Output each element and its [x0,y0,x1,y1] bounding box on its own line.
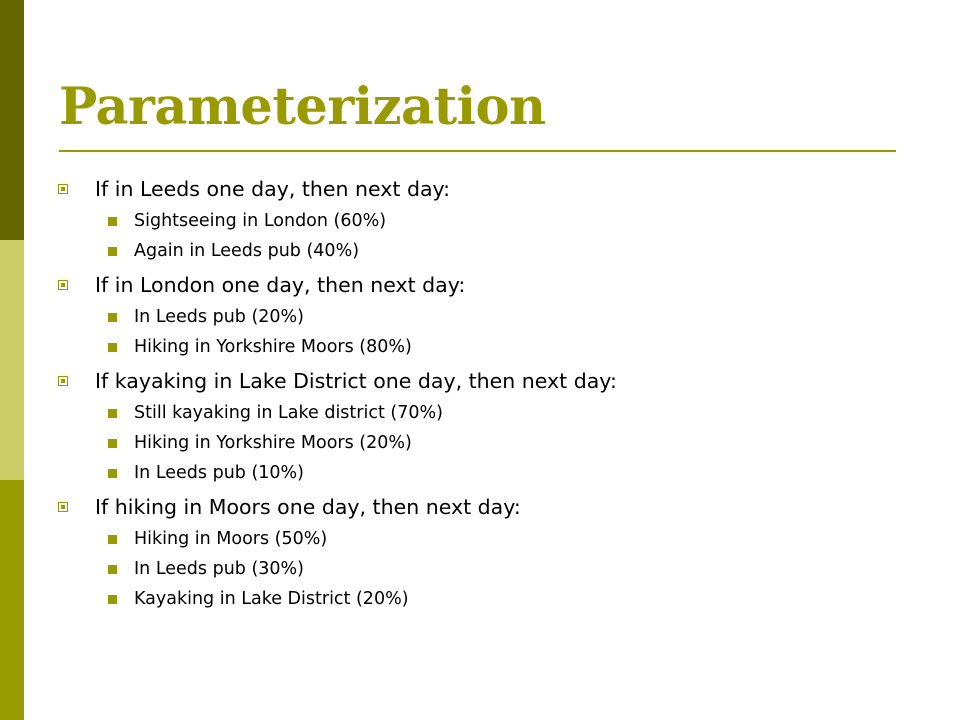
bullet-subitem: In Leeds pub (30%) [134,559,305,579]
filled-square-bullet-icon [108,535,117,544]
square-bullet-icon [58,502,68,512]
bullet-subitem: Sightseeing in London (60%) [134,211,387,231]
bullet-subitem: Kayaking in Lake District (20%) [134,589,409,609]
bullet-heading: If hiking in Moors one day, then next day: [95,495,521,519]
bullet-subitem: Hiking in Yorkshire Moors (80%) [134,337,412,357]
bullet-heading: If kayaking in Lake District one day, then next day: [95,369,617,393]
filled-square-bullet-icon [108,565,117,574]
square-bullet-icon [58,184,68,194]
slide-title: Parameterization [59,77,546,137]
square-bullet-icon [58,376,68,386]
filled-square-bullet-icon [108,469,117,478]
filled-square-bullet-icon [108,313,117,322]
bullet-subitem: In Leeds pub (20%) [134,307,305,327]
filled-square-bullet-icon [108,595,117,604]
filled-square-bullet-icon [108,343,117,352]
bullet-heading: If in London one day, then next day: [95,273,466,297]
bullet-subitem: Hiking in Moors (50%) [134,529,328,549]
bullet-heading: If in Leeds one day, then next day: [95,177,451,201]
filled-square-bullet-icon [108,247,117,256]
bullet-subitem: In Leeds pub (10%) [134,463,305,483]
filled-square-bullet-icon [108,409,117,418]
filled-square-bullet-icon [108,439,117,448]
bullet-subitem: Still kayaking in Lake district (70%) [134,403,443,423]
square-bullet-icon [58,280,68,290]
filled-square-bullet-icon [108,217,117,226]
bullet-subitem: Hiking in Yorkshire Moors (20%) [134,433,412,453]
bullet-subitem: Again in Leeds pub (40%) [134,241,360,261]
